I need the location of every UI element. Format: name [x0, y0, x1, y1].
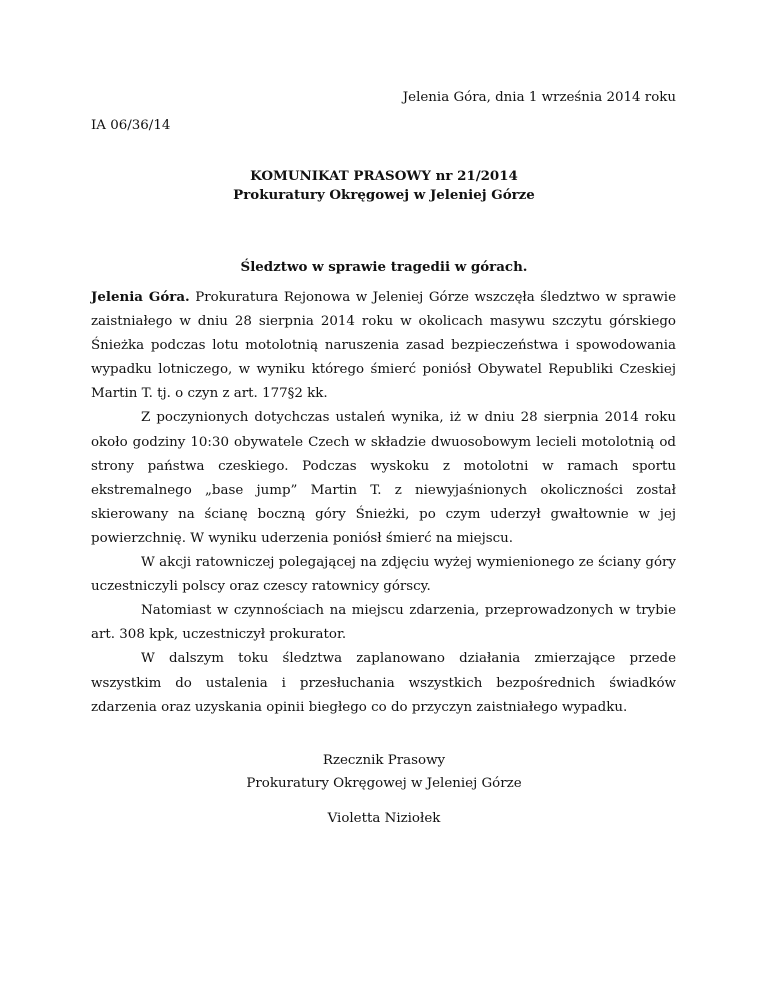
subject-line: Śledztwo w sprawie tragedii w górach.: [240, 259, 528, 275]
paragraph-2: Z poczynionych dotychczas ustaleń wynika, iż w dniu 28 sierpnia 2014 roku około godziny 10:30 obywatele Czech w składzie dwuosobowym lecieli motolotnią od strony państwa czeskiego. Podczas wyskoku z motolotni w ramach sportu ekstremalnego „base jump” Martin T. z niewyjaśnionych okoliczności został skierowany na ścianę boczną góry Śnieżki, po czym uderzył gwałtownie w jej powierzchnię. W wyniku uderzenia poniósł śmierć na miejscu.: [91, 410, 676, 546]
body-text: [91, 285, 676, 720]
paragraph-3: W akcji ratowniczej polegającej na zdjęciu wyżej wymienionego ze ściany góry uczestniczyli polscy oraz czescy ratownicy górscy.: [91, 555, 676, 595]
paragraph-5: W dalszym toku śledztwa zaplanowano działania zmierzające przede wszystkim do ustalenia i przesłuchania wszystkich bezpośrednich świadków zdarzenia oraz uzyskania opinii biegłego co do przyczyn zaistniałego wypadku.: [91, 651, 676, 715]
title-line-2: Prokuratury Okręgowej w Jeleniej Górze: [233, 187, 535, 203]
paragraph-4: Natomiast w czynnościach na miejscu zdarzenia, przeprowadzonych w trybie art. 308 kpk, uczestniczył prokurator.: [91, 603, 676, 643]
signature-office: Prokuratury Okręgowej w Jeleniej Górze: [246, 776, 522, 791]
signature-name: Violetta Niziołek: [327, 811, 441, 826]
paragraph-1-text: Prokuratura Rejonowa w Jeleniej Górze wszczęła śledztwo w sprawie zaistniałego w dniu 28 sierpnia 2014 roku w okolicach masywu szczytu górskiego Śnieżka podczas lotu motolotnią naruszenia zasad bezpieczeństwa i spowodowania wypadku lotniczego, w wyniku którego śmierć poniósł Obywatel Republiki Czeskiej Martin T. tj. o czyn z art. 177§2 kk.: [91, 290, 676, 402]
paragraph-1: [91, 285, 676, 406]
lead-location: Jelenia Góra.: [91, 289, 190, 305]
signature-block: [0, 749, 768, 830]
title-line-1: KOMUNIKAT PRASOWY nr 21/2014: [250, 168, 518, 184]
place-and-date: Jelenia Góra, dnia 1 września 2014 roku: [402, 90, 676, 105]
document-title: [0, 167, 768, 205]
reference-number: IA 06/36/14: [91, 118, 171, 133]
signature-role: Rzecznik Prasowy: [322, 753, 446, 768]
